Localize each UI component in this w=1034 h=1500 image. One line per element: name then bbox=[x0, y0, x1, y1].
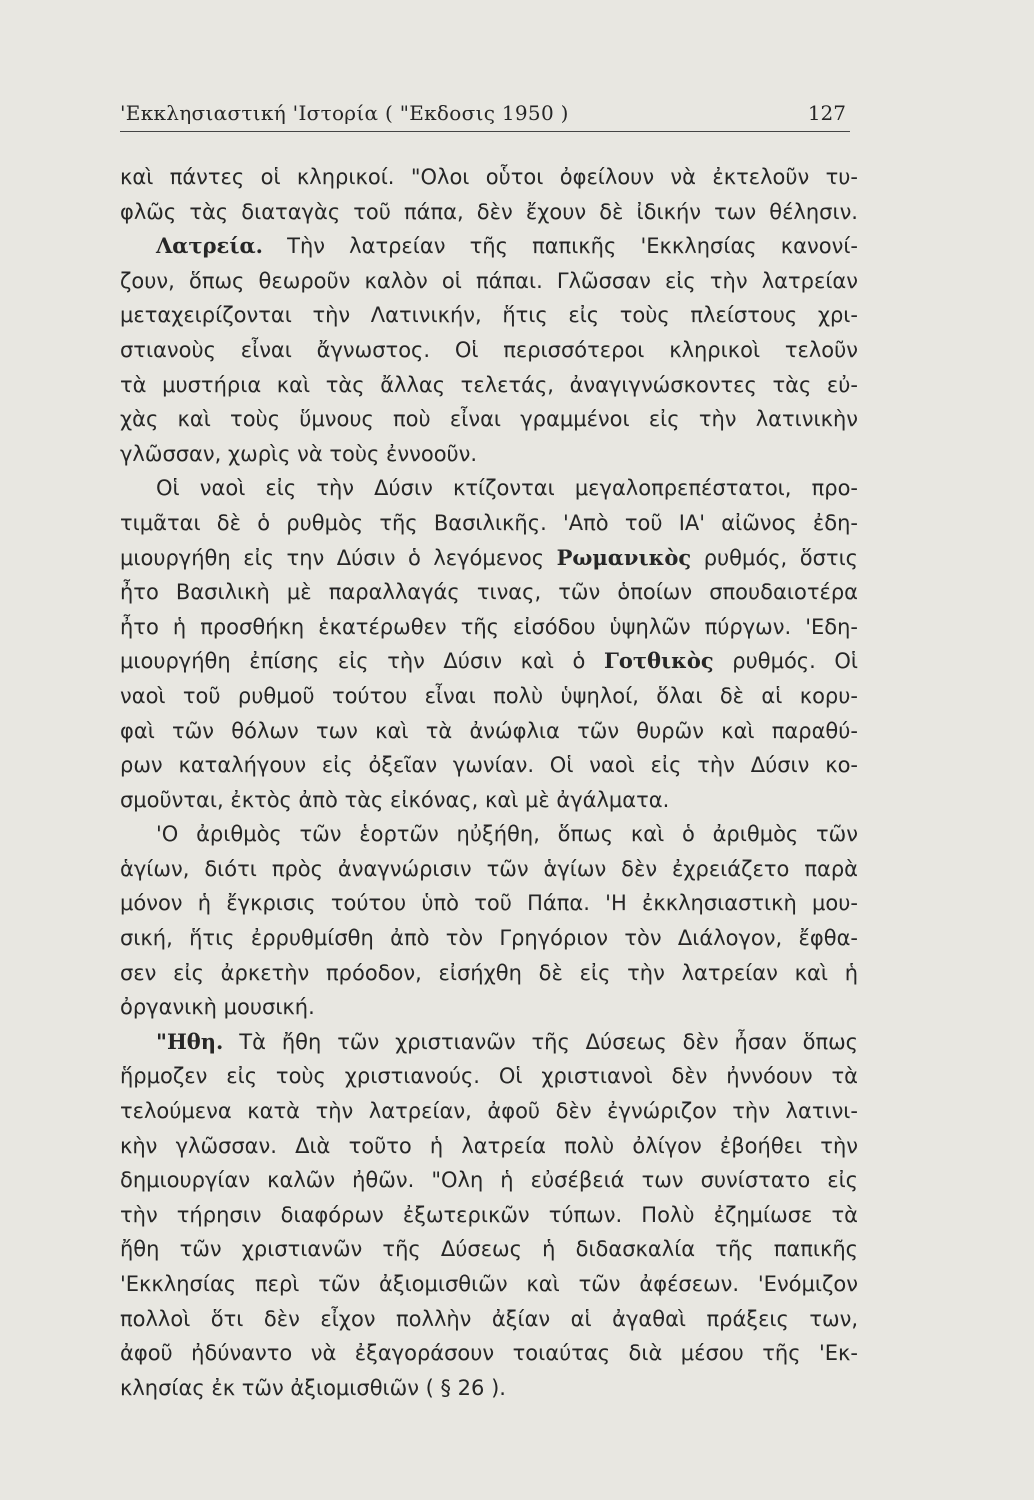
term-gothic: Γοτθικὸς bbox=[603, 648, 714, 674]
text-line-morals-heading bbox=[120, 1025, 858, 1060]
text-line: κὴν γλῶσσαν. Διὰ τοῦτο ἡ λατρεία πολὺ ὀλίγον ἐβοήθει τὴν bbox=[120, 1133, 858, 1158]
text-line: ἦτο Βασιλικὴ μὲ παραλλαγάς τινας, τῶν ὁποίων σπουδαιοτέρα bbox=[120, 580, 858, 605]
text-line: πολλοὶ ὅτι δὲν εἶχον πολλὴν ἀξίαν αἱ ἀγαθαὶ πράξεις των, bbox=[120, 1306, 858, 1331]
page-number: 127 bbox=[807, 101, 846, 125]
text-line: δημιουργίαν καλῶν ἠθῶν. "Ολη ἡ εὐσέβειά των συνίστατο εἰς bbox=[120, 1168, 858, 1193]
text-line: 'Ο ἀριθμὸς τῶν ἑορτῶν ηὐξήθη, ὅπως καὶ ὁ ἀριθμὸς τῶν bbox=[156, 822, 858, 847]
text-line: σμοῦνται, ἐκτὸς ἀπὸ τὰς εἰκόνας, καὶ μὲ ἀγάλματα. bbox=[120, 787, 670, 812]
text-span: μιουργήθη εἰς την Δύσιν ὁ λεγόμενος bbox=[120, 545, 557, 570]
text-span: ρυθμός, ὅστις bbox=[691, 545, 858, 570]
text-line: ἦτο ἡ προσθήκη ἑκατέρωθεν τῆς εἰσόδου ὑψηλῶν πύργων. 'Εδη- bbox=[120, 614, 858, 639]
text-line: ρων καταλήγουν εἰς ὀξεῖαν γωνίαν. Οἱ ναοὶ εἰς τὴν Δύσιν κο- bbox=[120, 753, 858, 778]
section-heading-morals: "Ηθη. bbox=[156, 1028, 224, 1054]
text-line: τιμᾶται δὲ ὁ ρυθμὸς τῆς Βασιλικῆς. 'Απὸ τοῦ ΙΑ' αἰῶνος ἐδη- bbox=[120, 510, 858, 535]
text-line: τελούμενα κατὰ τὴν λατρείαν, ἀφοῦ δὲν ἐγνώριζον τὴν λατινι- bbox=[120, 1099, 858, 1124]
text-line: γλῶσσαν, χωρὶς νὰ τοὺς ἐννοοῦν. bbox=[120, 441, 478, 466]
text-line: τὰ μυστήρια καὶ τὰς ἄλλας τελετάς, ἀναγιγνώσκοντες τὰς εὐ- bbox=[120, 372, 858, 397]
text-span: Τὴν λατρείαν τῆς παπικῆς 'Εκκλησίας κανονί- bbox=[262, 234, 858, 259]
text-line: μόνον ἡ ἔγκρισις τούτου ὑπὸ τοῦ Πάπα. 'Η ἐκκλησιαστικὴ μου- bbox=[120, 891, 858, 916]
running-header bbox=[120, 99, 850, 132]
text-line: ἀφοῦ ἠδύναντο νὰ ἐξαγοράσουν τοιαύτας διὰ μέσου τῆς 'Εκ- bbox=[120, 1341, 858, 1366]
text-line: στιανοὺς εἶναι ἄγνωστος. Οἱ περισσότεροι κληρικοὶ τελοῦν bbox=[120, 337, 858, 362]
text-line: ναοὶ τοῦ ρυθμοῦ τούτου εἶναι πολὺ ὑψηλοί, ὅλαι δὲ αἱ κορυ- bbox=[120, 683, 858, 708]
body-text bbox=[120, 160, 858, 1405]
text-span: μιουργήθη ἐπίσης εἰς τὴν Δύσιν καὶ ὁ bbox=[120, 649, 604, 674]
text-line-romanesque bbox=[120, 541, 858, 576]
text-line: καὶ πάντες οἱ κληρικοί. "Ολοι οὗτοι ὀφείλουν νὰ ἐκτελοῦν τυ- bbox=[120, 165, 858, 189]
text-line: φλῶς τὰς διαταγὰς τοῦ πάπα, δὲν ἔχουν δὲ ἰδικήν των θέλησιν. bbox=[120, 199, 858, 224]
term-romanesque: Ρωμανικὸς bbox=[556, 544, 692, 570]
text-line: ἁγίων, διότι πρὸς ἀναγνώρισιν τῶν ἁγίων δὲν ἐχρειάζετο παρὰ bbox=[120, 856, 858, 881]
section-heading-worship: Λατρεία. bbox=[156, 233, 263, 259]
text-line-gothic bbox=[120, 644, 858, 679]
text-line-worship-heading bbox=[120, 229, 858, 264]
text-span: ρυθμός. Οἱ bbox=[713, 649, 858, 674]
text-line: 'Εκκλησίας περὶ τῶν ἀξιομισθιῶν καὶ τῶν ἀφέσεων. 'Ενόμιζον bbox=[120, 1272, 858, 1296]
text-line: ζουν, ὅπως θεωροῦν καλὸν οἱ πάπαι. Γλῶσσαν εἰς τὴν λατρείαν bbox=[120, 268, 858, 293]
text-line: ἥρμοζεν εἰς τοὺς χριστιανούς. Οἱ χριστιανοὶ δὲν ἠννόουν τὰ bbox=[120, 1064, 858, 1089]
text-line: ὀργανικὴ μουσική. bbox=[120, 995, 315, 1020]
text-line: σική, ἥτις ἐρρυθμίσθη ἀπὸ τὸν Γρηγόριον τὸν Διάλογον, ἔφθα- bbox=[120, 926, 858, 951]
header-title: 'Εκκλησιαστική 'Ιστορία ( "Εκδοσις 1950 ) bbox=[120, 101, 569, 125]
text-span: Τὰ ἤθη τῶν χριστιανῶν τῆς Δύσεως δὲν ἦσαν ὅπως bbox=[223, 1029, 858, 1054]
text-line: κλησίας ἐκ τῶν ἀξιομισθιῶν ( § 26 ). bbox=[120, 1375, 506, 1400]
text-line: τὴν τήρησιν διαφόρων ἐξωτερικῶν τύπων. Πολὺ ἐζημίωσε τὰ bbox=[120, 1202, 858, 1227]
text-line: μεταχειρίζονται τὴν Λατινικήν, ἥτις εἰς τοὺς πλείστους χρι- bbox=[120, 303, 858, 328]
text-line: σεν εἰς ἀρκετὴν πρόοδον, εἰσήχθη δὲ εἰς τὴν λατρείαν καὶ ἡ bbox=[120, 960, 858, 985]
text-line: χὰς καὶ τοὺς ὕμνους ποὺ εἶναι γραμμένοι εἰς τὴν λατινικὴν bbox=[120, 407, 858, 432]
text-line: Οἱ ναοὶ εἰς τὴν Δύσιν κτίζονται μεγαλοπρεπέστατοι, προ- bbox=[156, 476, 858, 501]
text-line: ἤθη τῶν χριστιανῶν τῆς Δύσεως ἡ διδασκαλία τῆς παπικῆς bbox=[120, 1237, 858, 1262]
text-line: φαὶ τῶν θόλων των καὶ τὰ ἀνώφλια τῶν θυρῶν καὶ παραθύ- bbox=[120, 718, 858, 743]
